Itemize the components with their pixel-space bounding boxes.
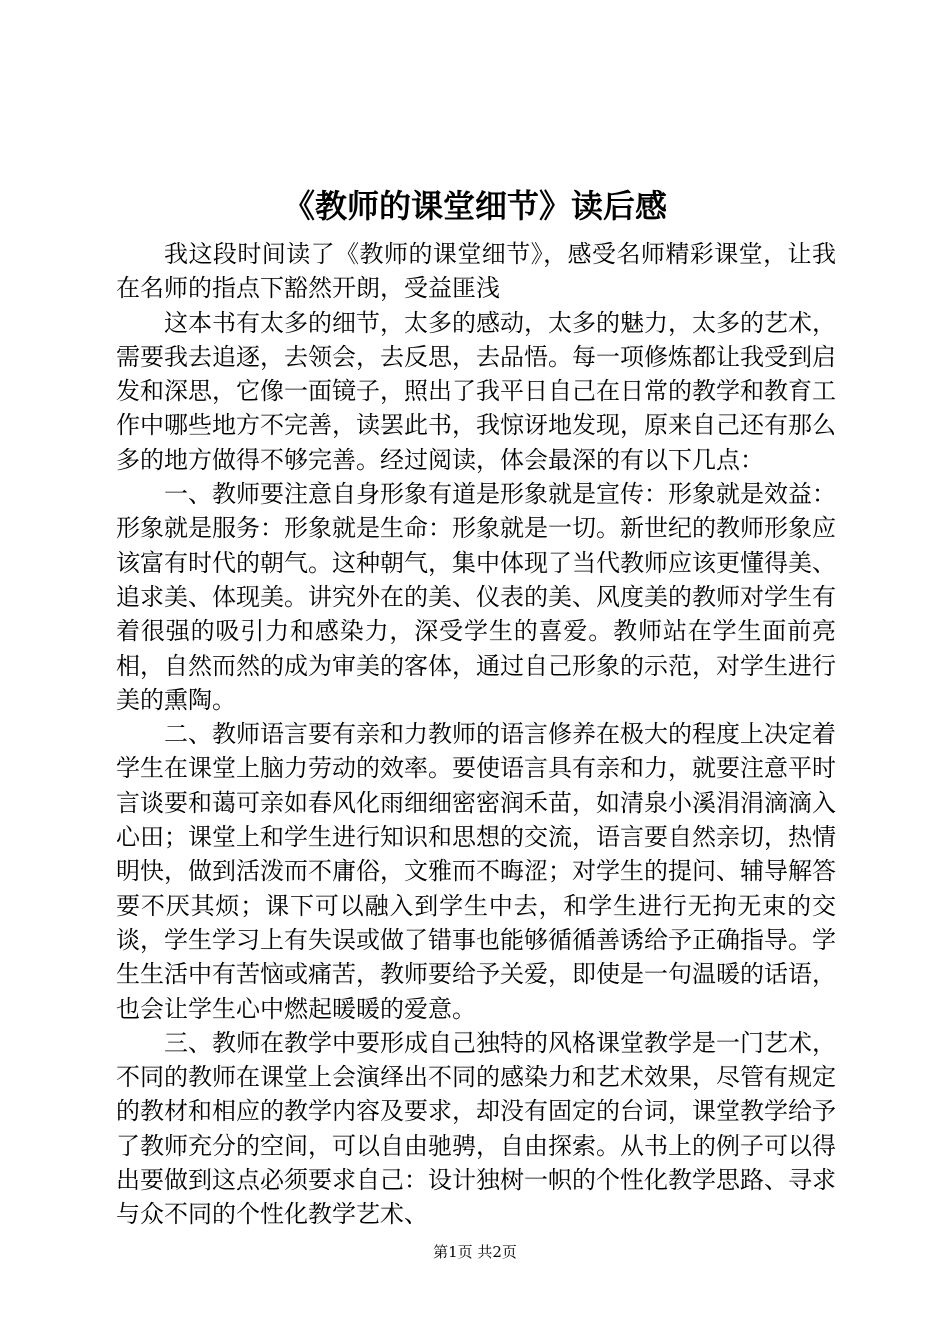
paragraph-reflection: 这本书有太多的细节，太多的感动，太多的魅力，太多的艺术，需要我去追逐，去领会，去反思，去品悟。每一项修炼都让我受到启发和深思，它像一面镜子，照出了我平日自己在日常的教学和教育工作中哪些地方不完善，读罢此书，我惊讶地发现，原来自己还有那么多的地方做得不够完善。经过阅读，体会最深的有以下几点： <box>116 308 836 474</box>
document-body <box>116 237 836 1232</box>
paragraph-point-one: 一、教师要注意自身形象有道是形象就是宣传：形象就是效益：形象就是服务：形象就是生命：形象就是一切。新世纪的教师形象应该富有时代的朝气。这种朝气，集中体现了当代教师应该更懂得美、追求美、体现美。讲究外在的美、仪表的美、风度美的教师对学生有着很强的吸引力和感染力，深受学生的喜爱。教师站在学生面前亮相，自然而然的成为审美的客体，通过自己形象的示范，对学生进行美的熏陶。 <box>116 480 836 714</box>
document-title: 《教师的课堂细节》读后感 <box>282 187 667 225</box>
paragraph-point-two: 二、教师语言要有亲和力教师的语言修养在极大的程度上决定着学生在课堂上脑力劳动的效率。要使语言具有亲和力，就要注意平时言谈要和蔼可亲如春风化雨细细密密润禾苗，如清泉小溪涓涓滴滴入心田；课堂上和学生进行知识和思想的交流，语言要自然亲切，热情明快，做到活泼而不庸俗，文雅而不晦涩；对学生的提问、辅导解答要不厌其烦；课下可以融入到学生中去，和学生进行无拘无束的交谈，学生学习上有失误或做了错事也能够循循善诱给予正确指导。学生生活中有苦恼或痛苦，教师要给予关爱，即使是一句温暖的话语，也会让学生心中燃起暖暖的爱意。 <box>116 720 836 1023</box>
paragraph-intro: 我这段时间读了《教师的课堂细节》，感受名师精彩课堂，让我在名师的指点下豁然开朗，受益匪浅 <box>116 240 836 303</box>
page-number-footer: 第1页 共2页 <box>433 1243 517 1261</box>
paragraph-point-three: 三、教师在教学中要形成自己独特的风格课堂教学是一门艺术，不同的教师在课堂上会演绎出不同的感染力和艺术效果，尽管有规定的教材和相应的教学内容及要求，却没有固定的台词，课堂教学给予了教师充分的空间，可以自由驰骋，自由探索。从书上的例子可以得出要做到这点必须要求自己：设计独树一帜的个性化教学思路、寻求与众不同的个性化教学艺术、 <box>116 1028 836 1229</box>
